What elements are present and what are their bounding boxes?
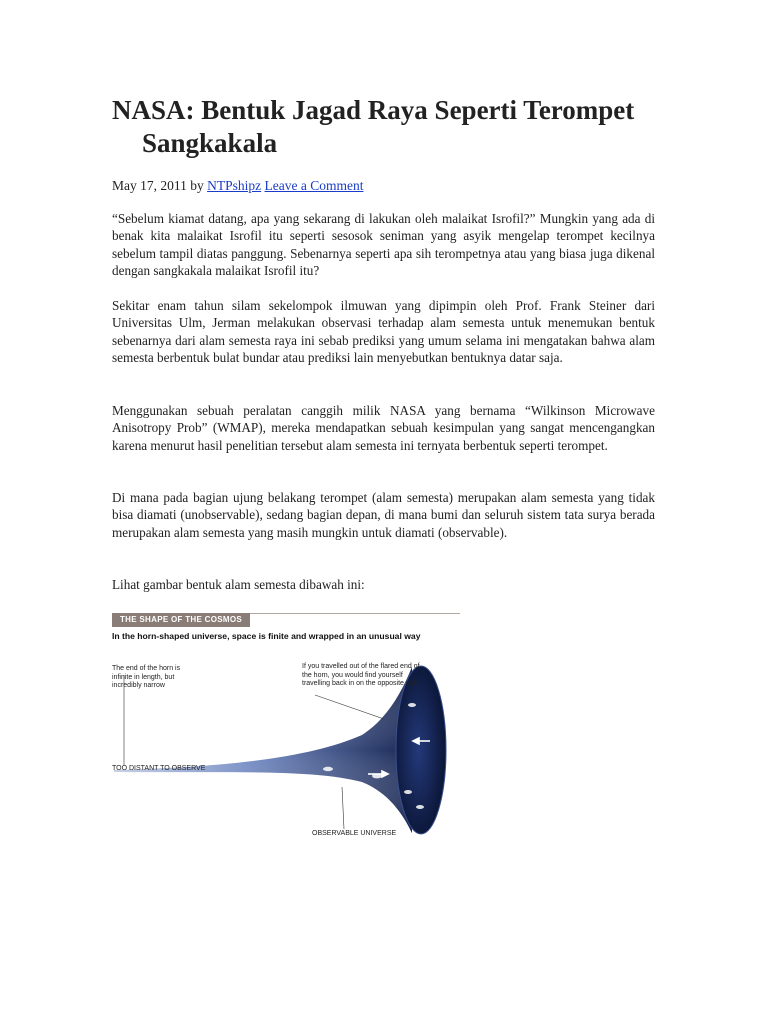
figure-subtitle: In the horn-shaped universe, space is finite and wrapped in an unusual way (112, 631, 421, 641)
label-too-distant: TOO DISTANT TO OBSERVE (112, 765, 206, 772)
note-narrow-end: The end of the horn is infinite in length, but incredibly narrow (112, 665, 181, 689)
note-flared-end: If you travelled out of the flared end of the horn, you would find yourself travelling back in on the opposite side (302, 663, 420, 687)
horn-shading (114, 667, 412, 833)
right-leader-line (315, 695, 384, 719)
post-meta (112, 178, 363, 194)
label-observable: OBSERVABLE UNIVERSE (312, 830, 397, 837)
leave-comment-link[interactable]: Leave a Comment (264, 178, 364, 193)
bottom-leader-line (342, 787, 344, 829)
post-date: May 17, 2011 (112, 178, 187, 193)
figure-tag: THE SHAPE OF THE COSMOS (112, 613, 250, 627)
paragraph-3: Menggunakan sebuah peralatan canggih milik NASA yang bernama “Wilkinson Microwave Anisotropy Prob” (WMAP), mereka mendapatkan sebuah kesimpulan yang sangat mencengangkan karena menurut hasil penelitian tersebut alam semesta ini ternyata berbentuk seperti terompet. (112, 403, 655, 453)
author-link[interactable]: NTPshipz (207, 178, 262, 193)
cosmos-shape-figure (112, 607, 460, 852)
paragraph-4: Di mana pada bagian ujung belakang terompet (alam semesta) merupakan alam semesta yang tidak bisa diamati (unobservable), sedang bagian depan, di mana bumi dan seluruh sistem tata surya berada merupakan alam semesta yang masih mungkin untuk diamati (observable). (112, 490, 655, 540)
by-text: by (190, 178, 204, 193)
paragraph-2: Sekitar enam tahun silam sekelompok ilmuwan yang dipimpin oleh Prof. Frank Steiner dari Universitas Ulm, Jerman melakukan observasi terhadap alam semesta untuk menemukan bentuk sebenarnya dari alam semesta raya ini sebab prediksi yang umum selama ini mengatakan bahwa alam semesta berbentuk bulat bundar atau prediksi lain menyebutkan bentuknya datar saja. (112, 298, 655, 366)
paragraph-5: Lihat gambar bentuk alam semesta dibawah ini: (112, 577, 365, 592)
paragraph-1: “Sebelum kiamat datang, apa yang sekarang di lakukan oleh malaikat Isrofil?” Mungkin yang ada di benak kita malaikat Isrofil itu seperti sesosok seniman yang asyik mengelap terompet kecilnya sebelum tampil diatas panggung. Sebenarnya seperti apa sih terompetnya atau yang biasa juga dikenal dengan sangkakala malaikat Isrofil itu? (112, 211, 655, 279)
article-title: NASA: Bentuk Jagad Raya Seperti Terompet Sangkakala (112, 95, 635, 158)
horn-diagram (112, 607, 460, 852)
